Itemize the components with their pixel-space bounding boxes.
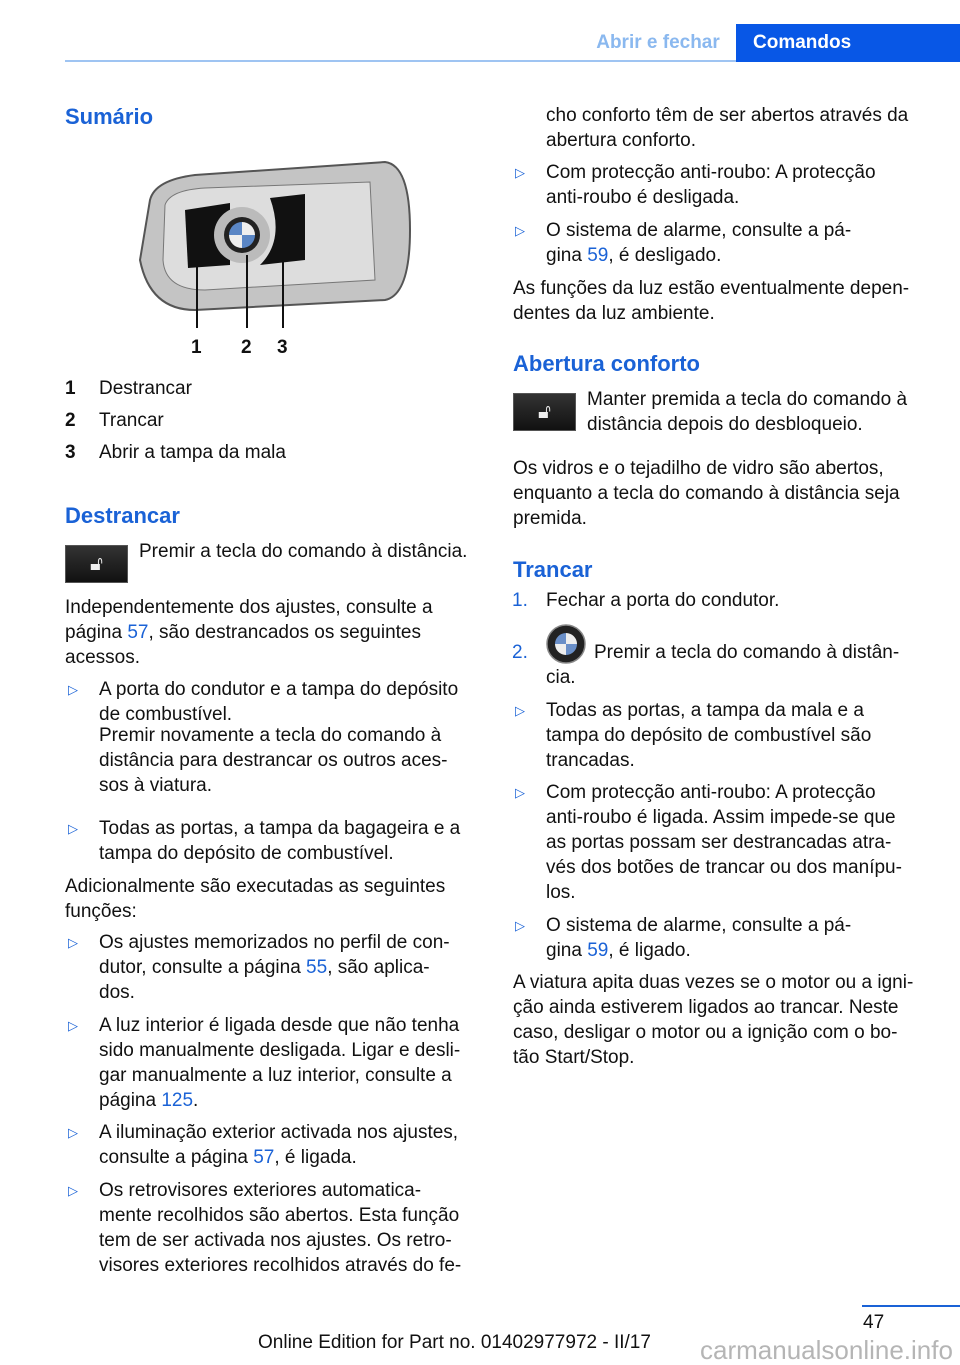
page-link[interactable]: 55: [306, 957, 328, 978]
page-link[interactable]: 57: [253, 1147, 275, 1168]
bullet-item: ▷ Com protecção anti-roubo: A protecção anti-roubo é desligada.: [515, 162, 876, 208]
unlock-icon: 🔓︎: [513, 393, 576, 431]
legend-item: 3 Abrir a tampa da mala: [65, 442, 286, 463]
figure-label: 3: [277, 337, 288, 358]
key-fob-image: [135, 160, 415, 360]
footer-edition: Online Edition for Part no. 01402977972 - II/17: [258, 1332, 651, 1353]
page-link[interactable]: 125: [161, 1090, 194, 1111]
triangle-bullet-icon: ▷: [515, 165, 525, 180]
abertura-instruction: Manter premida a tecla do comando à distância depois do desbloqueio.: [587, 389, 908, 435]
triangle-bullet-icon: ▷: [68, 1183, 78, 1198]
step-item: 1. Fechar a porta do condutor.: [512, 590, 780, 611]
watermark: carmanualsonline.info: [700, 1335, 953, 1365]
triangle-bullet-icon: ▷: [68, 1018, 78, 1033]
bullet-item: ▷ A porta do condutor e a tampa do depósito de combustível.: [68, 679, 459, 725]
bullet-item: ▷ Todas as portas, a tampa da mala e a tampa do depósito de combustível são trancadas.: [515, 700, 872, 771]
bullet-item: ▷ A luz interior é ligada desde que não tenha sido manualmente desligada. Ligar e desli- gar manualmente a luz interior, consulte a página 125.: [68, 1015, 461, 1111]
legend-item: 1 Destrancar: [65, 378, 192, 399]
heading-trancar: Trancar: [513, 557, 593, 582]
bullet-item: ▷ O sistema de alarme, consulte a pá- gina 59, é desligado.: [515, 220, 852, 266]
unlock-icon: 🔓︎: [65, 545, 128, 583]
paragraph: Premir novamente a tecla do comando à distância para destrancar os outros aces- sos à viatura.: [99, 725, 448, 796]
tab-comandos[interactable]: Comandos: [736, 24, 960, 62]
bullet-item: ▷ O sistema de alarme, consulte a pá- gina 59, é ligado.: [515, 915, 852, 961]
triangle-bullet-icon: ▷: [515, 785, 525, 800]
figure-label: 2: [241, 337, 252, 358]
page-link[interactable]: 59: [587, 245, 609, 266]
paragraph: Independentemente dos ajustes, consulte a página 57, são destrancados os seguintes acessos.: [65, 597, 433, 668]
page-link[interactable]: 57: [127, 622, 149, 643]
paragraph: A viatura apita duas vezes se o motor ou a igni- ção ainda estiverem ligados ao trancar. Neste caso, desligar o motor ou a ignição com o bo- tão Start/Stop.: [513, 972, 914, 1068]
bullet-item: ▷ Os retrovisores exteriores automatica- mente recolhidos são abertos. Esta função tem de ser activada nos ajustes. Os retro- visores exteriores recolhidos através do fe-: [68, 1180, 462, 1276]
triangle-bullet-icon: ▷: [515, 223, 525, 238]
bullet-item: ▷ A iluminação exterior activada nos ajustes, consulte a página 57, é ligada.: [68, 1122, 459, 1168]
paragraph: cho conforto têm de ser abertos através da abertura conforto.: [546, 105, 909, 151]
heading-destrancar: Destrancar: [65, 503, 180, 528]
bullet-item: ▷ Com protecção anti-roubo: A protecção anti-roubo é ligada. Assim impede-se que as portas possam ser destrancadas atra- vés dos botões de trancar ou dos manípu- los.: [515, 782, 902, 903]
paragraph: Os vidros e o tejadilho de vidro são abertos, enquanto a tecla do comando à distância seja premida.: [513, 458, 900, 529]
triangle-bullet-icon: ▷: [515, 918, 525, 933]
footer-line: [862, 1305, 960, 1307]
figure-label: 1: [191, 337, 202, 358]
bullet-item: ▷ Todas as portas, a tampa da bagageira e a tampa do depósito de combustível.: [68, 818, 461, 864]
triangle-bullet-icon: ▷: [68, 821, 78, 836]
paragraph: As funções da luz estão eventualmente depen- dentes da luz ambiente.: [513, 278, 910, 324]
destrancar-instruction: Premir a tecla do comando à distância.: [139, 541, 468, 562]
page-number: 47: [863, 1312, 885, 1333]
triangle-bullet-icon: ▷: [68, 1125, 78, 1140]
triangle-bullet-icon: ▷: [68, 682, 78, 697]
heading-sumario: Sumário: [65, 104, 154, 129]
triangle-bullet-icon: ▷: [68, 935, 78, 950]
page-link[interactable]: 59: [587, 940, 609, 961]
legend-item: 2 Trancar: [65, 410, 164, 431]
heading-abertura-conforto: Abertura conforto: [513, 351, 700, 376]
paragraph: Adicionalmente são executadas as seguintes funções:: [65, 876, 446, 922]
step-item: 2. Premir a tecla do comando à distân- cia.: [512, 642, 900, 688]
triangle-bullet-icon: ▷: [515, 703, 525, 718]
bullet-item: ▷ Os ajustes memorizados no perfil de con- dutor, consulte a página 55, são aplica- dos.: [68, 932, 450, 1003]
tab-abrir-e-fechar[interactable]: Abrir e fechar: [596, 32, 720, 53]
